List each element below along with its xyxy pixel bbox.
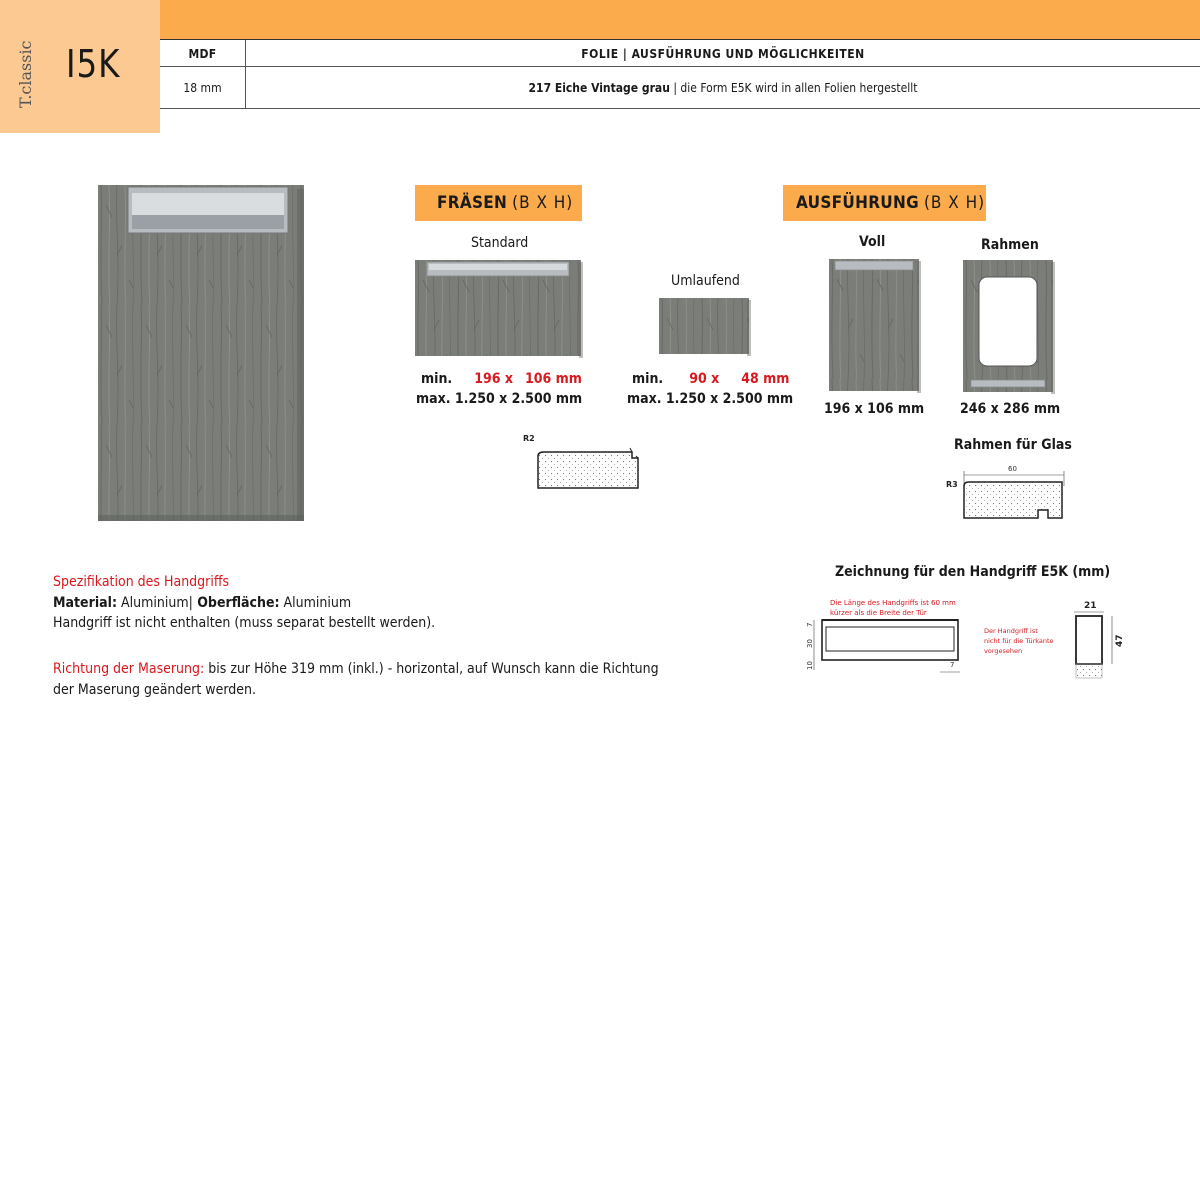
- grain-text-1: bis zur Höhe 319 mm (inkl.) - horizontal, auf Wunsch kann die Richtung: [204, 661, 659, 677]
- dim-21: 21: [1084, 601, 1097, 611]
- ausfuehrung-label: [783, 185, 986, 221]
- note-length-2: kürzer als die Breite der Tür: [830, 609, 927, 617]
- surface-label: Oberfläche:: [192, 595, 280, 611]
- spec-heading: Spezifikation des Handgriffs: [53, 574, 230, 590]
- dim-10: 10: [806, 661, 814, 670]
- surface-value: Aluminium: [279, 595, 352, 611]
- door-panel: [98, 185, 304, 521]
- standard-door-image: [415, 260, 583, 358]
- dim-47: 47: [1115, 634, 1125, 647]
- door-preview: [98, 185, 304, 521]
- rahmen-glas-label: Rahmen für Glas: [954, 437, 1072, 453]
- fraesen-suffix: (B X H): [512, 193, 574, 213]
- grain-direction: [53, 661, 659, 677]
- model-code: I5K: [66, 42, 121, 86]
- profile-r3-width: 60: [1008, 465, 1017, 473]
- header-folie-label: FOLIE | AUSFÜHRUNG UND MÖGLICHKEITEN: [581, 46, 865, 61]
- brand-box: [0, 0, 160, 133]
- drawing-title: Zeichnung für den Handgriff E5K (mm): [835, 564, 1111, 580]
- standard-min-label: min.: [421, 371, 453, 387]
- grain-text-2: der Maserung geändert werden.: [53, 682, 256, 698]
- ausfuehrung-title: AUSFÜHRUNG: [796, 193, 919, 213]
- profile-r2-drawing: [520, 430, 644, 492]
- note-edge-3: vorgesehen: [984, 647, 1023, 655]
- rahmen-size: 246 x 286 mm: [960, 401, 1061, 417]
- standard-min-w: 196 x: [474, 371, 513, 387]
- voll-door-image: [829, 259, 921, 393]
- decor-note: | die Form E5K wird in allen Folien hergestellt: [669, 81, 918, 95]
- header-decor: [246, 67, 1200, 109]
- note-edge-2: nicht für die Türkante: [984, 637, 1054, 645]
- fraesen-title: FRÄSEN: [437, 193, 508, 213]
- note-length-1: Die Länge des Handgriffs ist 60 mm: [830, 599, 956, 607]
- fraesen-label: [415, 185, 582, 221]
- decor-name: 217 Eiche Vintage grau: [528, 81, 670, 95]
- dim-30: 30: [806, 639, 814, 648]
- umlaufend-min: [632, 371, 789, 387]
- grain-label: Richtung der Maserung:: [53, 661, 205, 677]
- standard-label: Standard: [471, 235, 529, 251]
- rahmen-door-image: [963, 260, 1055, 394]
- header-accent-bar: [160, 0, 1200, 40]
- ausfuehrung-suffix: (B X H): [923, 193, 986, 213]
- header-material-label: MDF: [188, 46, 217, 61]
- rahmen-label: Rahmen: [981, 237, 1039, 253]
- note-edge-1: Der Handgriff ist: [984, 627, 1038, 635]
- standard-max: max. 1.250 x 2.500 mm: [416, 391, 583, 407]
- standard-min-h: 106 mm: [525, 371, 582, 387]
- umlaufend-min-label: min.: [632, 371, 664, 387]
- profile-r3-drawing: [944, 460, 1072, 524]
- dim-7-top: 7: [806, 622, 814, 627]
- spec-note: Handgriff ist nicht enthalten (muss separat bestellt werden).: [53, 615, 436, 631]
- standard-min: [421, 371, 582, 387]
- brand-logo: [14, 24, 38, 108]
- material-label: Material:: [53, 595, 117, 611]
- profile-r2-label: R2: [523, 434, 535, 443]
- voll-label: Voll: [859, 234, 886, 250]
- handle-drawing: [800, 590, 1145, 690]
- material-value: Aluminium|: [116, 595, 193, 611]
- umlaufend-max: max. 1.250 x 2.500 mm: [627, 391, 794, 407]
- dim-7-bottom: 7: [950, 661, 955, 669]
- header-thickness: 18 mm: [183, 81, 222, 95]
- umlaufend-label: Umlaufend: [671, 273, 740, 289]
- umlaufend-door-image: [659, 298, 751, 356]
- voll-size: 196 x 106 mm: [824, 401, 925, 417]
- spec-material: [53, 595, 351, 611]
- umlaufend-min-h: 48 mm: [741, 371, 790, 387]
- profile-r3-label: R3: [946, 480, 958, 489]
- svg-text:T.classic: T.classic: [16, 40, 35, 108]
- umlaufend-min-w: 90 x: [689, 371, 720, 387]
